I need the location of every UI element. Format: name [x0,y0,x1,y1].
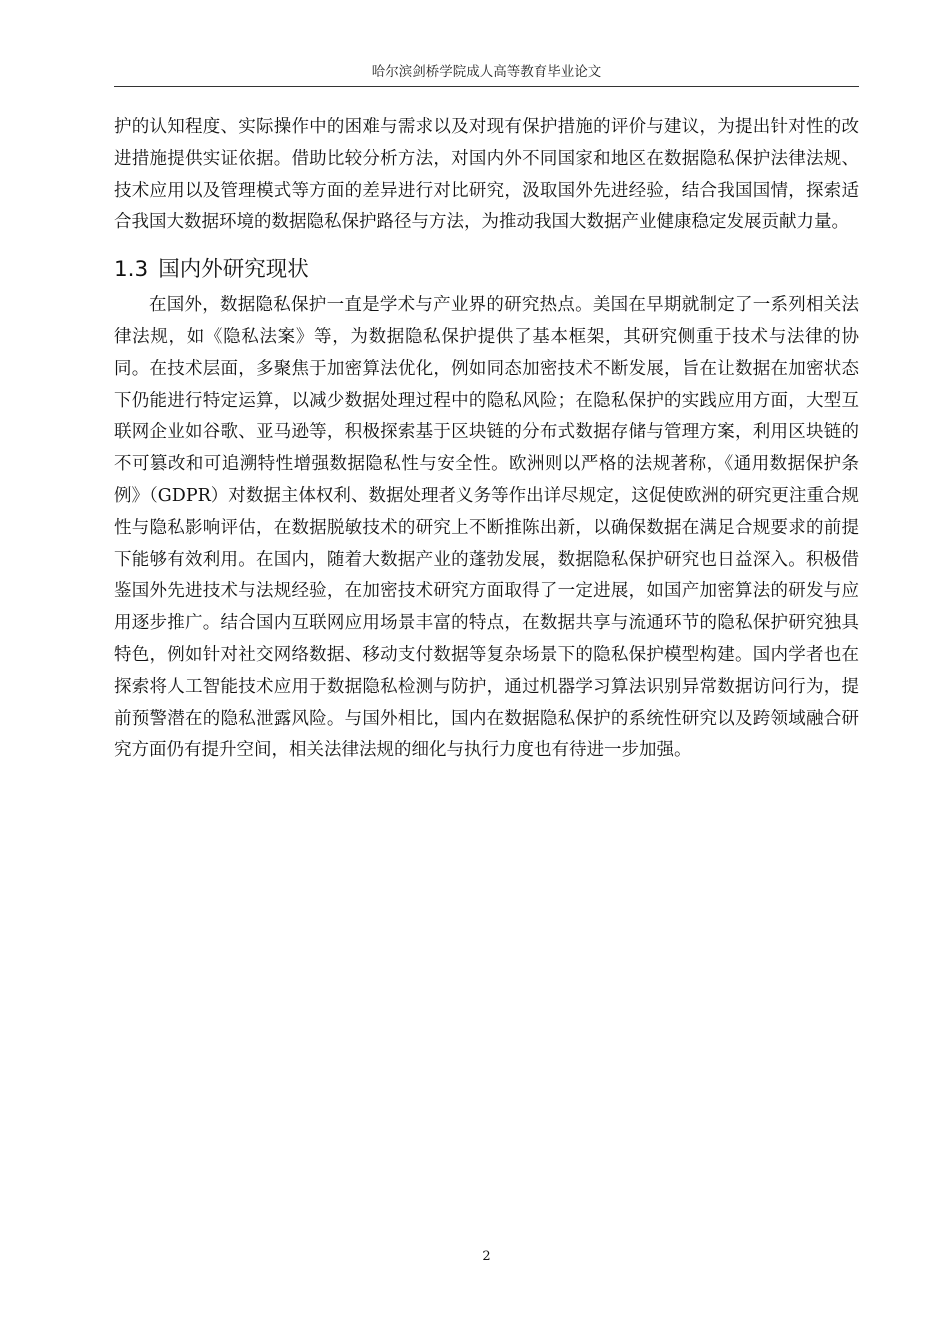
page-content [114,112,859,767]
page-number: 2 [482,1249,491,1264]
page-header: 哈尔滨剑桥学院成人高等教育毕业论文 [371,64,602,80]
header-divider [114,86,859,87]
section-number: 1.3 [114,257,149,283]
body-paragraph-research-status: 在国外，数据隐私保护一直是学术与产业界的研究热点。美国在早期就制定了一系列相关法律法规，如《隐私法案》等，为数据隐私保护提供了基本框架，其研究侧重于技术与法律的协同。在技术层面，多聚焦于加密算法优化，例如同态加密技术不断发展，旨在让数据在加密状态下仍能进行特定运算，以减少数据处理过程中的隐私风险；在隐私保护的实践应用方面，大型互联网企业如谷歌、亚马逊等，积极探索基于区块链的分布式数据存储与管理方案，利用区块链的不可篡改和可追溯特性增强数据隐私性与安全性。欧洲则以严格的法规著称，《通用数据保护条例》（GDPR）对数据主体权利、数据处理者义务等作出详尽规定，这促使欧洲的研究更注重合规性与隐私影响评估，在数据脱敏技术的研究上不断推陈出新，以确保数据在满足合规要求的前提下能够有效利用。在国内，随着大数据产业的蓬勃发展，数据隐私保护研究也日益深入。积极借鉴国外先进技术与法规经验，在加密技术研究方面取得了一定进展，如国产加密算法的研发与应用逐步推广。结合国内互联网应用场景丰富的特点，在数据共享与流通环节的隐私保护研究独具特色，例如针对社交网络数据、移动支付数据等复杂场景下的隐私保护模型构建。国内学者也在探索将人工智能技术应用于数据隐私检测与防护，通过机器学习算法识别异常数据访问行为，提前预警潜在的隐私泄露风险。与国外相比，国内在数据隐私保护的系统性研究以及跨领域融合研究方面仍有提升空间，相关法律法规的细化与执行力度也有待进一步加强。 [114,295,859,761]
section-title: 国内外研究现状 [158,257,309,283]
body-paragraph-continued: 护的认知程度、实际操作中的困难与需求以及对现有保护措施的评价与建议，为提出针对性的改进措施提供实证依据。借助比较分析方法，对国内外不同国家和地区在数据隐私保护法律法规、技术应用以及管理模式等方面的差异进行对比研究，汲取国外先进经验，结合我国国情，探索适合我国大数据环境的数据隐私保护路径与方法，为推动我国大数据产业健康稳定发展贡献力量。 [114,117,859,233]
section-heading [114,253,859,287]
